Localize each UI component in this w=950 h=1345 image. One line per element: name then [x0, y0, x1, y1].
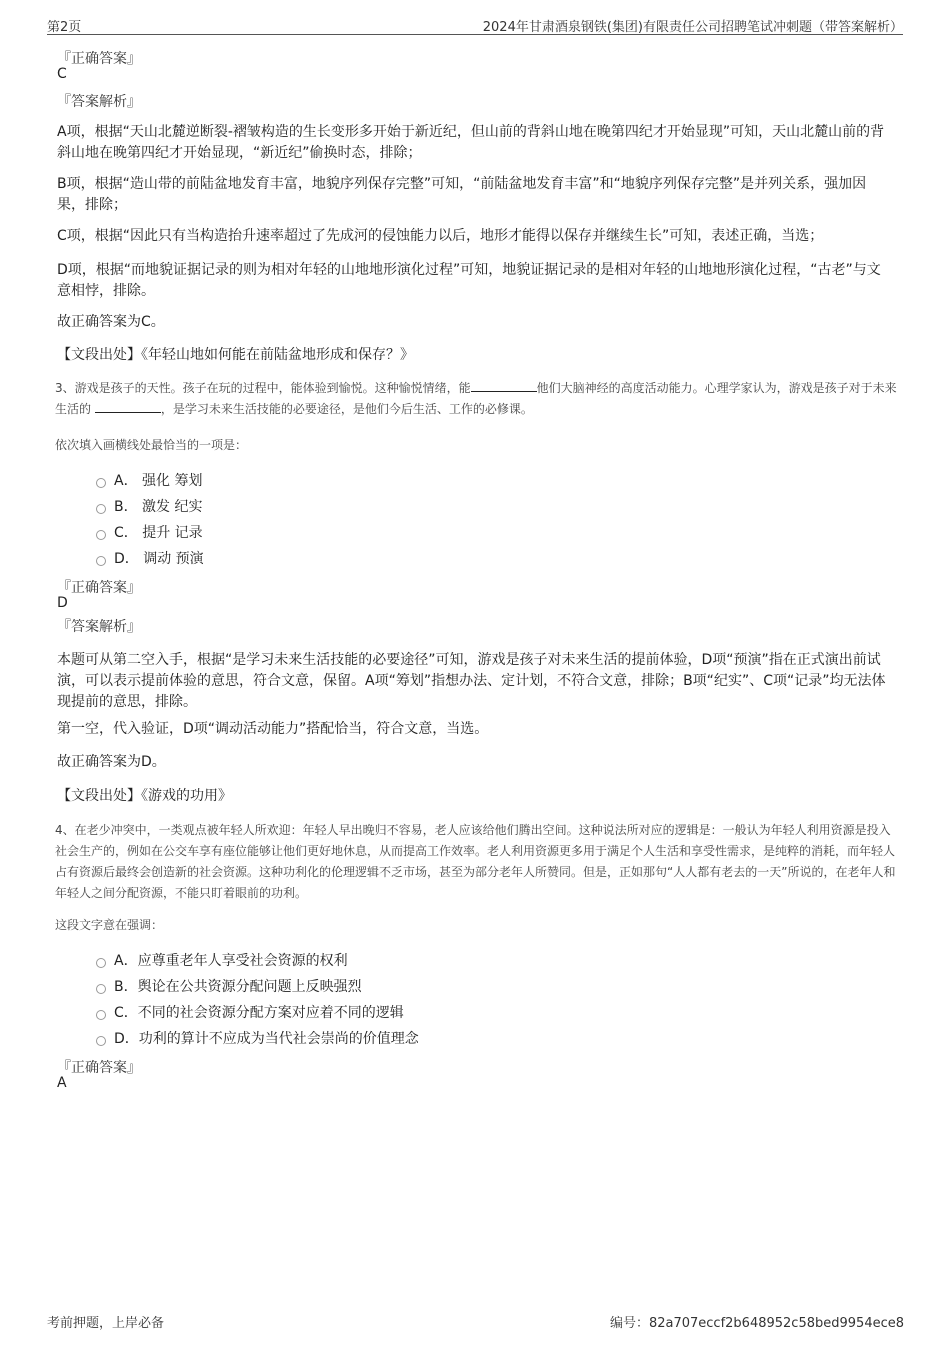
radio-icon[interactable]	[96, 1036, 106, 1046]
q2-analysis-a: A项，根据“天山北麓逆断裂-褶皱构造的生长变形多开始于新近纪，但山前的背斜山地在晚第四纪才开始显现”可知，天山北麓山前的背斜山地在晚第四纪才开始显现，“新近纪”偷换时态，排除；	[57, 124, 885, 161]
q3-option-a[interactable]: A． 强化 筹划	[96, 470, 202, 490]
q2-answer: C	[57, 66, 67, 82]
radio-icon[interactable]	[96, 530, 106, 540]
q4-option-d[interactable]: D．功利的算计不应成为当代社会崇尚的价值理念	[96, 1028, 419, 1048]
q3-analysis-label: 『答案解析』	[57, 619, 141, 635]
q3-prompt: 依次填入画横线处最恰当的一项是：	[55, 438, 248, 452]
q3-answer-label: 『正确答案』	[57, 580, 141, 596]
q3-analysis-1: 本题可从第二空入手，根据“是学习未来生活技能的必要途径”可知，游戏是孩子对未来生活的提前体验，D项“预演”指在正式演出前试演，可以表示提前体验的意思，符合文意，保留。A项“筹划”指想办法、定计划，不符合文意，排除；B项“纪实”、C项“记录”均无法体现提前的意思，排除。	[57, 652, 886, 710]
radio-icon[interactable]	[96, 556, 106, 566]
q4-answer: A	[57, 1075, 67, 1091]
page-header	[47, 14, 903, 35]
page-number: 第2页	[47, 20, 82, 35]
q3-blank-2	[95, 399, 161, 413]
radio-icon[interactable]	[96, 504, 106, 514]
footer-slogan: 考前押题，上岸必备	[47, 1316, 165, 1331]
q2-conclusion: 故正确答案为C。	[57, 314, 165, 330]
radio-icon[interactable]	[96, 1010, 106, 1020]
q3-analysis-2: 第一空，代入验证，D项“调动活动能力”搭配恰当，符合文意，当选。	[57, 721, 489, 737]
footer-code: 编号：82a707eccf2b648952c58bed9954ece8	[609, 1316, 904, 1331]
q4-option-a[interactable]: A．应尊重老年人享受社会资源的权利	[96, 950, 348, 970]
q3-source: 【文段出处】《游戏的功用》	[57, 788, 232, 804]
q2-source: 【文段出处】《年轻山地如何能在前陆盆地形成和保存？》	[57, 347, 414, 363]
q3-conclusion: 故正确答案为D。	[57, 754, 166, 770]
radio-icon[interactable]	[96, 984, 106, 994]
q2-analysis-b: B项，根据“造山带的前陆盆地发育丰富，地貌序列保存完整”可知，“前陆盆地发育丰富”和“地貌序列保存完整”是并列关系，强加因果，排除；	[57, 176, 867, 213]
radio-icon[interactable]	[96, 478, 106, 488]
q2-answer-label: 『正确答案』	[57, 51, 141, 67]
q3-answer: D	[57, 595, 68, 611]
q2-analysis-c: C项，根据“因此只有当构造抬升速率超过了先成河的侵蚀能力以后，地形才能得以保存并继续生长”可知，表述正确，当选；	[57, 228, 824, 244]
q4-answer-label: 『正确答案』	[57, 1060, 141, 1076]
q3-stem: 3、游戏是孩子的天性。孩子在玩的过程中，能体验到愉悦。这种愉悦情绪，能 他们大脑神经的高度活动能力。心理学家认为，游戏是孩子对于未来生活的 ，是学习未来生活技能的必要途径，是他们今后生活、工作的必修课。	[55, 378, 900, 420]
document-title: 2024年甘肃酒泉钢铁(集团)有限责任公司招聘笔试冲刺题（带答案解析）	[482, 20, 903, 35]
q4-option-c[interactable]: C．不同的社会资源分配方案对应着不同的逻辑	[96, 1002, 404, 1022]
q3-blank-1	[471, 378, 537, 392]
q3-option-c[interactable]: C． 提升 记录	[96, 522, 203, 542]
q2-analysis-label: 『答案解析』	[57, 94, 141, 110]
q3-option-b[interactable]: B． 激发 纪实	[96, 496, 203, 516]
q4-prompt: 这段文字意在强调：	[55, 918, 164, 932]
q4-stem: 4、在老少冲突中，一类观点被年轻人所欢迎：年轻人早出晚归不容易，老人应该给他们腾出空间。这种说法所对应的逻辑是：一般认为年轻人利用资源是投入社会生产的，例如在公交车享有座位能够让他们更好地休息，从而提高工作效率。老人利用资源更多用于满足个人生活和享受性需求，是纯粹的消耗，而年轻人占有资源后最终会创造新的社会资源。这种功利化的伦理逻辑不乏市场，甚至为部分老年人所赞同。但是，正如那句“人人都有老去的一天”所说的，在老年人和年轻人之间分配资源，不能只盯着眼前的功利。	[55, 823, 896, 900]
radio-icon[interactable]	[96, 958, 106, 968]
q2-analysis-d: D项，根据“而地貌证据记录的则为相对年轻的山地地形演化过程”可知，地貌证据记录的是相对年轻的山地地形演化过程，“古老”与文意相悖，排除。	[57, 262, 881, 299]
q4-option-b[interactable]: B．舆论在公共资源分配问题上反映强烈	[96, 976, 362, 996]
q3-option-d[interactable]: D． 调动 预演	[96, 548, 204, 568]
